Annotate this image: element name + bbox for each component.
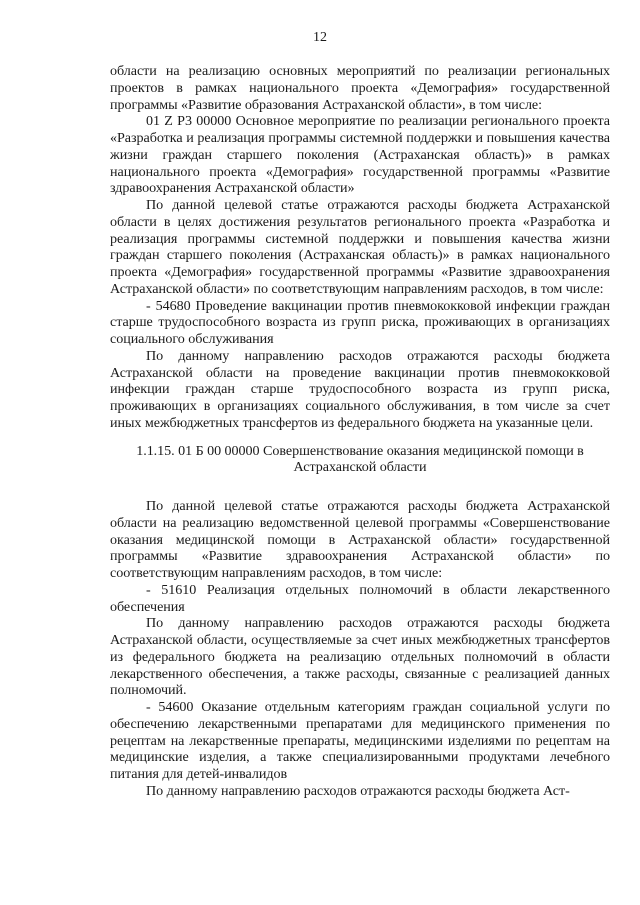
paragraph-expense-51610-description: По данному направлению расходов отражаются расходы бюджета Астраханской области, осуществляемые за счет иных межбюджетных трансфертов из федерального бюджета на реализацию отдельных полномочий в области лекарственного обеспечения, а также расходы, связанные с реализацией данных полномочий. — [110, 615, 610, 699]
document-body — [110, 63, 610, 800]
paragraph-expense-54600: - 54600 Оказание отдельным категориям граждан социальной услуги по обеспечению лекарственными препаратами для медицинского применения по рецептам на лекарственные препараты, медицинскими изделиями по рецептам на медицинские изделия, а также специализированными продуктами лечебного питания для детей-инвалидов — [110, 699, 610, 782]
paragraph-expense-51610: - 51610 Реализация отдельных полномочий в области лекарственного обеспечения — [110, 581, 610, 615]
section-heading-1-1-15: 1.1.15. 01 Б 00 00000 Совершенствование оказания медицинской помощи в Астраханской области — [136, 442, 584, 476]
paragraph-intro-continuation: области на реализацию основных мероприятий по реализации региональных проектов в рамках национального проекта «Демография» государственной программы «Развитие образования Астраханской области», в том числе: — [110, 63, 610, 113]
page-number: 12 — [313, 30, 327, 45]
paragraph-section-description: По данной целевой статье отражаются расходы бюджета Астраханской области на реализацию ведомственной целевой программы «Совершенствование оказания медицинской помощи в Астраханской области» государственной программы «Развитие здравоохранения Астраханской области» по соответствующим направлениям расходов, в том числе: — [110, 498, 610, 581]
paragraph-target-description: По данной целевой статье отражаются расходы бюджета Астраханской области в целях достижения результатов регионального проекта «Разработка и реализация программы системной поддержки и повышения качества жизни граждан старшего поколения (Астраханская область)» в рамках национального проекта «Демография» государственной программы «Развитие здравоохранения Астраханской области» по соответствующим направлениям расходов, в том числе: — [110, 197, 610, 297]
paragraph-expense-54680-description: По данному направлению расходов отражаются расходы бюджета Астраханской области на проведение вакцинации против пневмококковой инфекции граждан старше трудоспособного возраста из групп риска, проживающих в организациях социального обслуживания, в том числе за счет иных межбюджетных трансфертов из федерального бюджета на указанные цели. — [110, 347, 610, 431]
paragraph-target-item-01zp3: 01 Z P3 00000 Основное мероприятие по реализации регионального проекта «Разработка и реализация программы системной поддержки и повышения качества жизни граждан старшего поколения (Астраханская область)» в рамках национального проекта «Демография» государственной программы «Развитие здравоохранения Астраханской области» — [110, 113, 610, 197]
paragraph-expense-54680: - 54680 Проведение вакцинации против пневмококковой инфекции граждан старше трудоспособного возраста из групп риска, проживающих в организациях социального обслуживания — [110, 297, 610, 347]
paragraph-expense-54600-description: По данному направлению расходов отражаются расходы бюджета Аст- — [146, 782, 570, 799]
